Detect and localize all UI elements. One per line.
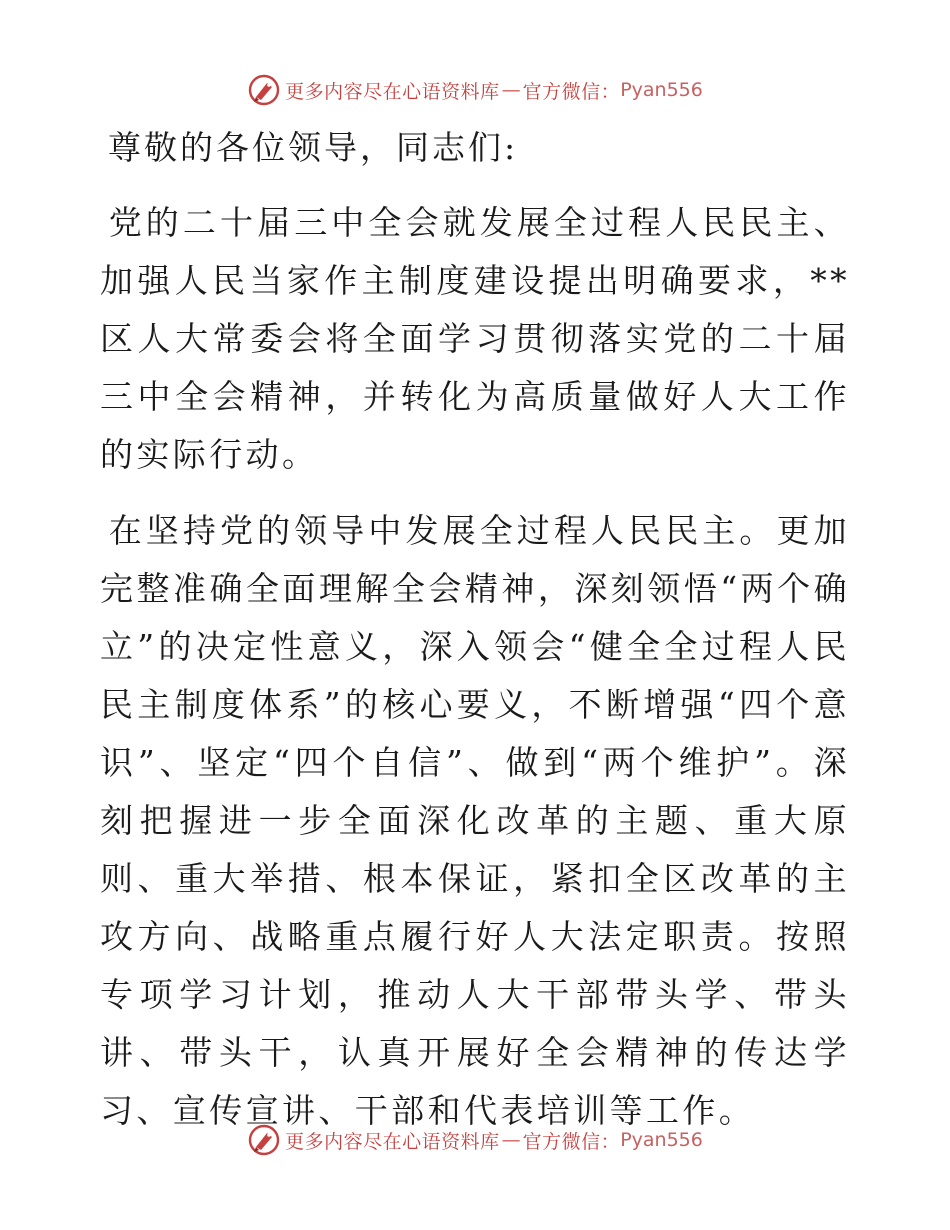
watermark-separator: — (501, 79, 521, 101)
document-body (100, 122, 850, 1158)
pen-nib-logo-icon (247, 73, 281, 107)
pen-nib-logo-icon (247, 1123, 281, 1157)
header-watermark (0, 70, 950, 110)
watermark-label: 官方微信： (522, 80, 621, 103)
greeting: 尊敬的各位领导，同志们: (108, 128, 519, 167)
paragraph-2 (100, 502, 850, 1140)
watermark-wechat-id: Pyan556 (620, 79, 703, 101)
footer-watermark (0, 1120, 950, 1160)
watermark-wechat-id: Pyan556 (620, 1129, 703, 1151)
watermark-separator: — (501, 1129, 521, 1151)
paragraph-2-text: 在坚持党的领导中发展全过程人民民主。更加完整准确全面理解全会精神，深刻领悟“两个确立”的决定性意义，深入领会“健全全过程人民民主制度体系”的核心要义，不断增强“四个意识”、坚定“四个自信”、做到“两个维护”。深刻把握进一步全面深化改革的主题、重大原则、重大举措、根本保证，紧扣全区改革的主攻方向、战略重点履行好人大法定职责。按照专项学习计划，推动人大干部带头学、带头讲、带头干，认真开展好全会精神的传达学习、宣传宣讲、干部和代表培训等工作。 (100, 511, 850, 1130)
watermark-label: 官方微信： (522, 1130, 621, 1153)
paragraph-1-text: 党的二十届三中全会就发展全过程人民民主、加强人民当家作主制度建设提出明确要求，**区人大常委会将全面学习贯彻落实党的二十届三中全会精神，并转化为高质量做好人大工作的实际行动。 (100, 203, 850, 474)
paragraph-1 (100, 194, 850, 484)
watermark-text: 更多内容尽在心语资料库 (285, 1130, 500, 1153)
watermark-text: 更多内容尽在心语资料库 (285, 80, 500, 103)
